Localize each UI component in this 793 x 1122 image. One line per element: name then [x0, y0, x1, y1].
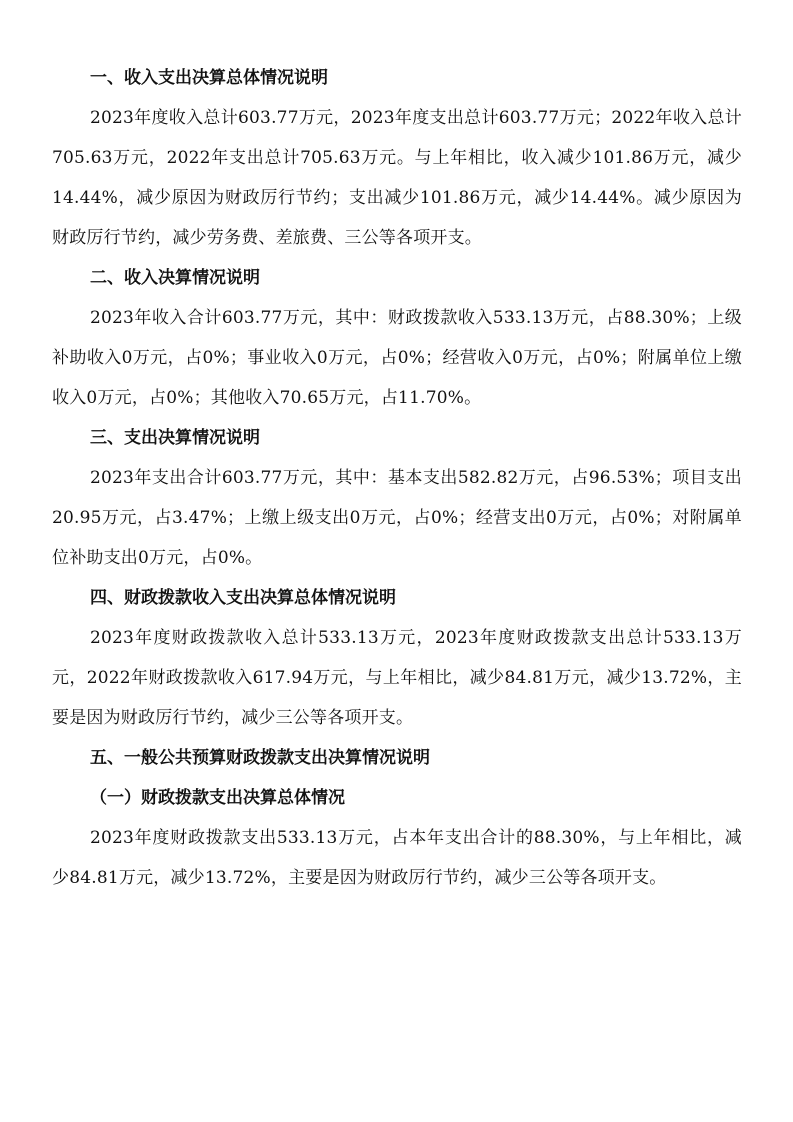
section-2-body: 2023年收入合计603.77万元，其中：财政拨款收入533.13万元，占88.30%；上级补助收入0万元，占0%；事业收入0万元，占0%；经营收入0万元，占0%；附属单位上缴收入0万元，占0%；其他收入70.65万元，占11.70%。: [52, 308, 742, 408]
section-4-body: 2023年度财政拨款收入总计533.13万元，2023年度财政拨款支出总计533.13万元，2022年财政拨款收入617.94万元，与上年相比，减少84.81万元，减少13.72%，主要是因为财政厉行节约，减少三公等各项开支。: [52, 628, 742, 728]
section-1-heading: 一、收入支出决算总体情况说明: [90, 68, 328, 88]
section-5-body: 2023年度财政拨款支出533.13万元，占本年支出合计的88.30%，与上年相比，减少84.81万元，减少13.72%，主要是因为财政厉行节约，减少三公等各项开支。: [52, 828, 742, 888]
section-4-heading: 四、财政拨款收入支出决算总体情况说明: [90, 588, 396, 608]
section-3-heading: 三、支出决算情况说明: [90, 428, 260, 448]
section-5-subheading: （一）财政拨款支出决算总体情况: [90, 788, 345, 808]
section-3-body: 2023年支出合计603.77万元，其中：基本支出582.82万元，占96.53%；项目支出20.95万元，占3.47%；上缴上级支出0万元，占0%；经营支出0万元，占0%；对附属单位补助支出0万元，占0%。: [52, 468, 743, 568]
section-1-body: 2023年度收入总计603.77万元，2023年度支出总计603.77万元；2022年收入总计705.63万元，2022年支出总计705.63万元。与上年相比，收入减少101.86万元，减少14.44%，减少原因为财政厉行节约；支出减少101.86万元，减少14.44%。减少原因为财政厉行节约，减少劳务费、差旅费、三公等各项开支。: [52, 108, 742, 248]
section-2-heading: 二、收入决算情况说明: [90, 268, 260, 288]
document-page: [52, 58, 742, 898]
section-5-heading: 五、一般公共预算财政拨款支出决算情况说明: [90, 748, 430, 768]
